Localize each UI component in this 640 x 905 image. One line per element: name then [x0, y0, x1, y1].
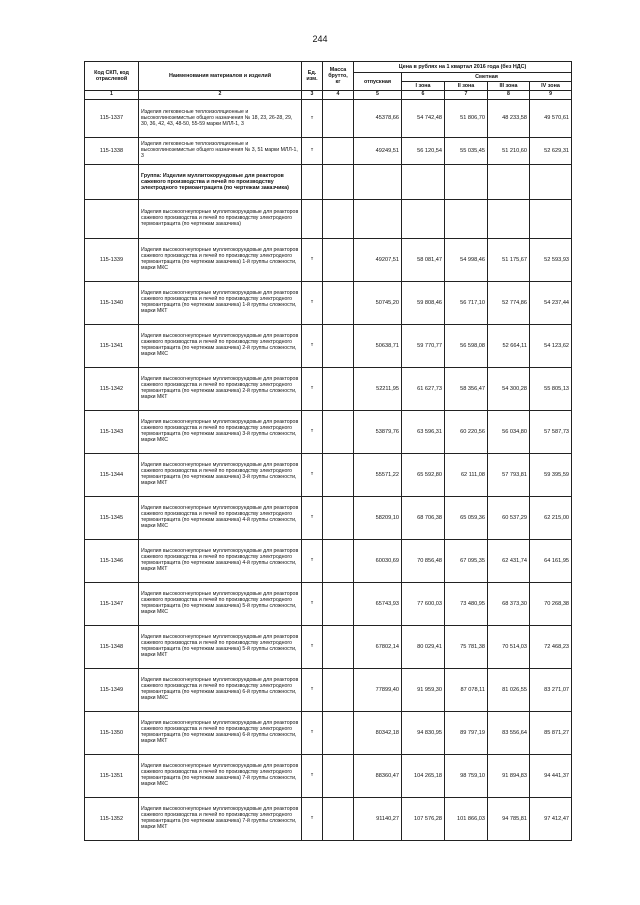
- item-mass: [323, 165, 354, 200]
- item-name: Изделия высокоогнеупорные муллитокорундовые для реакторов сажевого производства и печей по производству электродного термоантрацита (по чертежам заказчика) 7-й группы сложности, марки МКС: [139, 755, 302, 798]
- table-body: [85, 100, 572, 841]
- price-zone-3: 48 233,58: [488, 100, 530, 138]
- item-unit: т: [302, 712, 323, 755]
- price-zone-2: 73 480,95: [445, 583, 488, 626]
- header-zone-3: III зона: [488, 82, 530, 91]
- price-zone-4: 54 123,62: [530, 325, 572, 368]
- item-name: Изделия легковесные теплоизоляционные и высокоглиноземистые общего назначения № 3, 51 марки МЛЛ-1, 3: [139, 138, 302, 165]
- price-zone-1: 61 627,73: [402, 368, 445, 411]
- price-zone-4: 72 468,23: [530, 626, 572, 669]
- price-table: [84, 61, 572, 841]
- item-unit: т: [302, 282, 323, 325]
- table-row: [85, 583, 572, 626]
- price-zone-3: 52 774,86: [488, 282, 530, 325]
- item-code: 115-1341: [85, 325, 139, 368]
- release-price: 58209,10: [354, 497, 402, 540]
- item-unit: т: [302, 497, 323, 540]
- item-name: Изделия высокоогнеупорные муллитокорундовые для реакторов сажевого производства и печей по производству электродного термоантрацита (по чертежам заказчика): [139, 200, 302, 239]
- price-zone-1: 59 808,46: [402, 282, 445, 325]
- release-price: 49249,51: [354, 138, 402, 165]
- release-price: 53879,76: [354, 411, 402, 454]
- item-mass: [323, 669, 354, 712]
- price-zone-3: 54 300,28: [488, 368, 530, 411]
- price-zone-1: 80 029,41: [402, 626, 445, 669]
- price-zone-2: 51 806,70: [445, 100, 488, 138]
- header-unit: Ед. изм.: [302, 62, 323, 91]
- price-zone-4: 85 871,27: [530, 712, 572, 755]
- price-zone-1: 94 830,95: [402, 712, 445, 755]
- table-row: [85, 454, 572, 497]
- item-unit: т: [302, 368, 323, 411]
- price-zone-3: 94 785,81: [488, 798, 530, 841]
- item-mass: [323, 100, 354, 138]
- price-zone-3: 62 431,74: [488, 540, 530, 583]
- item-code: 115-1352: [85, 798, 139, 841]
- item-code: 115-1339: [85, 239, 139, 282]
- column-number: 9: [530, 91, 572, 100]
- item-name: Изделия высокоогнеупорные муллитокорундовые для реакторов сажевого производства и печей по производству электродного термоантрацита (по чертежам заказчика) 5-й группы сложности, марки МКС: [139, 583, 302, 626]
- item-mass: [323, 282, 354, 325]
- item-name: Изделия высокоогнеупорные муллитокорундовые для реакторов сажевого производства и печей по производству электродного термоантрацита (по чертежам заказчика) 2-й группы сложности, марки МКС: [139, 325, 302, 368]
- table-row: [85, 669, 572, 712]
- release-price: 52211,95: [354, 368, 402, 411]
- price-zone-3: 56 034,80: [488, 411, 530, 454]
- item-name: Изделия высокоогнеупорные муллитокорундовые для реакторов сажевого производства и печей по производству электродного термоантрацита (по чертежам заказчика) 7-й группы сложности, марки МКТ: [139, 798, 302, 841]
- item-name: Изделия высокоогнеупорные муллитокорундовые для реакторов сажевого производства и печей по производству электродного термоантрацита (по чертежам заказчика) 4-й группы сложности, марки МКТ: [139, 540, 302, 583]
- item-name: Изделия высокоогнеупорные муллитокорундовые для реакторов сажевого производства и печей по производству электродного термоантрацита (по чертежам заказчика) 6-й группы сложности, марки МКТ: [139, 712, 302, 755]
- item-mass: [323, 798, 354, 841]
- price-zone-3: 91 894,83: [488, 755, 530, 798]
- release-price: 60030,69: [354, 540, 402, 583]
- item-name: Изделия высокоогнеупорные муллитокорундовые для реакторов сажевого производства и печей по производству электродного термоантрацита (по чертежам заказчика) 5-й группы сложности, марки МКТ: [139, 626, 302, 669]
- price-zone-2: 98 759,10: [445, 755, 488, 798]
- column-number: 7: [445, 91, 488, 100]
- column-number: 1: [85, 91, 139, 100]
- release-price: 50638,71: [354, 325, 402, 368]
- price-zone-4: [530, 200, 572, 239]
- item-unit: т: [302, 411, 323, 454]
- item-mass: [323, 368, 354, 411]
- price-zone-2: 58 356,47: [445, 368, 488, 411]
- item-mass: [323, 138, 354, 165]
- item-code: 115-1342: [85, 368, 139, 411]
- price-zone-3: 57 793,81: [488, 454, 530, 497]
- price-zone-4: 55 805,13: [530, 368, 572, 411]
- price-zone-2: 87 078,11: [445, 669, 488, 712]
- item-mass: [323, 200, 354, 239]
- item-mass: [323, 755, 354, 798]
- table-row: [85, 368, 572, 411]
- item-mass: [323, 497, 354, 540]
- price-zone-1: 63 596,31: [402, 411, 445, 454]
- release-price: 49207,51: [354, 239, 402, 282]
- header-mass: Масса брутто, кг: [323, 62, 354, 91]
- item-unit: т: [302, 626, 323, 669]
- table-row: [85, 798, 572, 841]
- item-code: 115-1347: [85, 583, 139, 626]
- item-code: 115-1340: [85, 282, 139, 325]
- price-zone-3: 70 514,03: [488, 626, 530, 669]
- price-zone-4: 70 268,38: [530, 583, 572, 626]
- table-row: [85, 100, 572, 138]
- column-numbers-row: [85, 91, 572, 100]
- item-name: Изделия высокоогнеупорные муллитокорундовые для реакторов сажевого производства и печей по производству электродного термоантрацита (по чертежам заказчика) 3-й группы сложности, марки МКС: [139, 411, 302, 454]
- price-zone-2: 65 059,36: [445, 497, 488, 540]
- release-price: 55571,22: [354, 454, 402, 497]
- header-zone-2: II зона: [445, 82, 488, 91]
- table-row: [85, 282, 572, 325]
- item-code: [85, 200, 139, 239]
- item-unit: т: [302, 755, 323, 798]
- item-code: [85, 165, 139, 200]
- price-zone-2: [445, 165, 488, 200]
- table-row: [85, 239, 572, 282]
- price-zone-3: [488, 165, 530, 200]
- item-code: 115-1349: [85, 669, 139, 712]
- price-zone-1: 54 742,48: [402, 100, 445, 138]
- price-zone-1: 58 081,47: [402, 239, 445, 282]
- price-zone-2: 56 598,08: [445, 325, 488, 368]
- price-zone-4: 62 215,00: [530, 497, 572, 540]
- item-code: 115-1345: [85, 497, 139, 540]
- release-price: 50745,20: [354, 282, 402, 325]
- price-zone-3: 68 373,30: [488, 583, 530, 626]
- price-zone-2: 55 035,45: [445, 138, 488, 165]
- price-zone-3: 60 537,29: [488, 497, 530, 540]
- price-zone-1: 77 600,03: [402, 583, 445, 626]
- item-code: 115-1343: [85, 411, 139, 454]
- item-mass: [323, 626, 354, 669]
- header-code: Код СКП, код отраслевой: [85, 62, 139, 91]
- item-mass: [323, 540, 354, 583]
- item-code: 115-1351: [85, 755, 139, 798]
- item-name: Изделия высокоогнеупорные муллитокорундовые для реакторов сажевого производства и печей по производству электродного термоантрацита (по чертежам заказчика) 1-й группы сложности, марки МКТ: [139, 282, 302, 325]
- item-name: Изделия высокоогнеупорные муллитокорундовые для реакторов сажевого производства и печей по производству электродного термоантрацита (по чертежам заказчика) 4-й группы сложности, марки МКС: [139, 497, 302, 540]
- release-price: 67802,14: [354, 626, 402, 669]
- release-price: 88360,47: [354, 755, 402, 798]
- item-unit: т: [302, 454, 323, 497]
- table-row: [85, 755, 572, 798]
- item-name: Изделия высокоогнеупорные муллитокорундовые для реакторов сажевого производства и печей по производству электродного термоантрацита (по чертежам заказчика) 2-й группы сложности, марки МКТ: [139, 368, 302, 411]
- table-row: [85, 712, 572, 755]
- price-zone-4: 64 161,95: [530, 540, 572, 583]
- item-code: 115-1346: [85, 540, 139, 583]
- price-zone-2: 60 220,56: [445, 411, 488, 454]
- price-zone-4: 83 271,07: [530, 669, 572, 712]
- item-code: 115-1338: [85, 138, 139, 165]
- item-code: 115-1350: [85, 712, 139, 755]
- column-number: 2: [139, 91, 302, 100]
- price-zone-1: [402, 200, 445, 239]
- price-zone-1: 68 706,38: [402, 497, 445, 540]
- release-price: 80342,18: [354, 712, 402, 755]
- price-zone-1: 104 265,18: [402, 755, 445, 798]
- price-zone-4: 54 237,44: [530, 282, 572, 325]
- price-zone-2: 67 095,35: [445, 540, 488, 583]
- price-zone-4: 52 629,31: [530, 138, 572, 165]
- header-name: Наименования материалов и изделий: [139, 62, 302, 91]
- item-name: Изделия высокоогнеупорные муллитокорундовые для реакторов сажевого производства и печей по производству электродного термоантрацита (по чертежам заказчика) 6-й группы сложности, марки МКС: [139, 669, 302, 712]
- table-row: [85, 626, 572, 669]
- header-release: отпускная: [354, 73, 402, 91]
- item-unit: т: [302, 583, 323, 626]
- header-estimate: Сметная: [402, 73, 572, 82]
- item-unit: т: [302, 138, 323, 165]
- price-zone-1: 107 576,28: [402, 798, 445, 841]
- release-price: [354, 200, 402, 239]
- item-name: Изделия легковесные теплоизоляционные и высокоглиноземистые общего назначения № 18, 23, 26-28, 29, 30, 36, 42, 43, 48-50, 55-59 марки МЛЛ-1, 3: [139, 100, 302, 138]
- item-code: 115-1348: [85, 626, 139, 669]
- price-zone-2: 56 717,10: [445, 282, 488, 325]
- price-zone-2: 89 797,19: [445, 712, 488, 755]
- price-zone-1: [402, 165, 445, 200]
- header-zone-4: IV зона: [530, 82, 572, 91]
- price-zone-2: 54 998,46: [445, 239, 488, 282]
- page-number: 244: [312, 34, 328, 44]
- column-number: 3: [302, 91, 323, 100]
- price-zone-3: 51 210,60: [488, 138, 530, 165]
- item-unit: т: [302, 239, 323, 282]
- item-unit: т: [302, 540, 323, 583]
- price-zone-2: [445, 200, 488, 239]
- release-price: 91140,27: [354, 798, 402, 841]
- price-zone-3: 83 556,64: [488, 712, 530, 755]
- price-zone-4: 57 587,73: [530, 411, 572, 454]
- price-zone-4: [530, 165, 572, 200]
- price-zone-1: 56 120,54: [402, 138, 445, 165]
- item-code: 115-1337: [85, 100, 139, 138]
- table-row: [85, 200, 572, 239]
- price-zone-3: [488, 200, 530, 239]
- item-code: 115-1344: [85, 454, 139, 497]
- table-row: [85, 540, 572, 583]
- price-zone-2: 101 866,03: [445, 798, 488, 841]
- column-number: 4: [323, 91, 354, 100]
- item-mass: [323, 239, 354, 282]
- item-mass: [323, 454, 354, 497]
- item-unit: т: [302, 100, 323, 138]
- price-zone-2: 75 781,38: [445, 626, 488, 669]
- price-zone-3: 52 664,11: [488, 325, 530, 368]
- column-number: 8: [488, 91, 530, 100]
- price-zone-3: 51 175,67: [488, 239, 530, 282]
- price-zone-2: 62 111,08: [445, 454, 488, 497]
- group-row: [85, 165, 572, 200]
- table-row: [85, 138, 572, 165]
- header-price-group: Цена в рублях на 1 квартал 2016 года (без НДС): [354, 62, 572, 73]
- table-row: [85, 411, 572, 454]
- price-zone-4: 94 441,37: [530, 755, 572, 798]
- release-price: 77899,40: [354, 669, 402, 712]
- item-mass: [323, 583, 354, 626]
- item-unit: [302, 165, 323, 200]
- column-number: 6: [402, 91, 445, 100]
- price-zone-1: 70 856,48: [402, 540, 445, 583]
- item-mass: [323, 712, 354, 755]
- item-unit: т: [302, 798, 323, 841]
- item-mass: [323, 325, 354, 368]
- item-name: Изделия высокоогнеупорные муллитокорундовые для реакторов сажевого производства и печей по производству электродного термоантрацита (по чертежам заказчика) 3-й группы сложности, марки МКТ: [139, 454, 302, 497]
- price-zone-1: 65 592,80: [402, 454, 445, 497]
- item-mass: [323, 411, 354, 454]
- item-unit: т: [302, 669, 323, 712]
- item-unit: [302, 200, 323, 239]
- release-price: 65743,93: [354, 583, 402, 626]
- item-name: Группа: Изделия муллитокорундовые для реакторов сажевого производства и печей по производству электродного термоантрацита (по чертежам заказчика): [139, 165, 302, 200]
- table-row: [85, 325, 572, 368]
- price-zone-1: 91 959,30: [402, 669, 445, 712]
- price-zone-4: 49 570,61: [530, 100, 572, 138]
- price-zone-4: 59 395,59: [530, 454, 572, 497]
- header-zone-1: I зона: [402, 82, 445, 91]
- price-zone-1: 59 770,77: [402, 325, 445, 368]
- table-row: [85, 497, 572, 540]
- release-price: 45378,66: [354, 100, 402, 138]
- release-price: [354, 165, 402, 200]
- price-zone-3: 81 026,55: [488, 669, 530, 712]
- price-zone-4: 97 412,47: [530, 798, 572, 841]
- item-name: Изделия высокоогнеупорные муллитокорундовые для реакторов сажевого производства и печей по производству электродного термоантрацита (по чертежам заказчика) 1-й группы сложности, марки МКС: [139, 239, 302, 282]
- item-unit: т: [302, 325, 323, 368]
- price-zone-4: 52 593,93: [530, 239, 572, 282]
- column-number: 5: [354, 91, 402, 100]
